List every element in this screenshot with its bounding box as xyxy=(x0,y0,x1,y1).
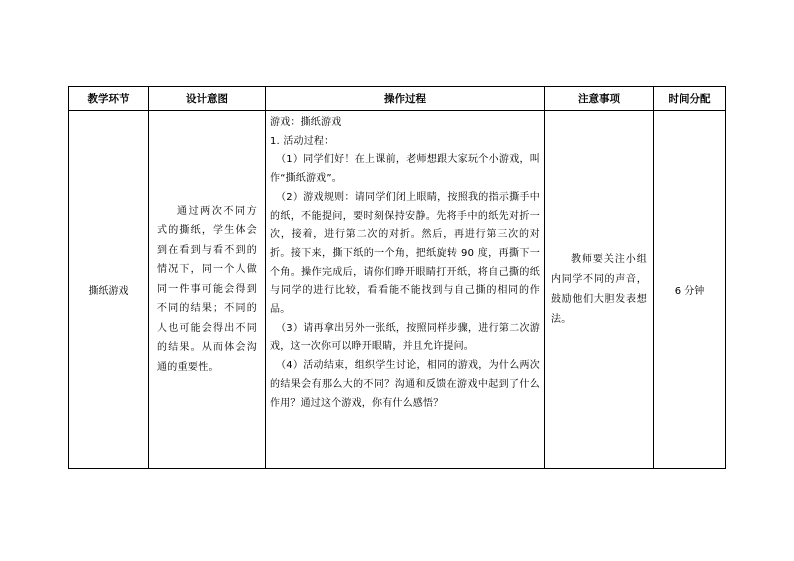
process-title: 游戏：撕纸游戏 xyxy=(270,117,342,128)
table-header-row xyxy=(69,87,726,111)
process-step-3: （3）请再拿出另外一张纸，按照同样步骤，进行第二次游戏，这一次你可以睁开眼睛，并且允许提问。 xyxy=(270,322,540,353)
header-stage: 教学环节 xyxy=(69,87,149,111)
intent-text: 通过两次不同方式的撕纸，学生体会到在看到与看不到的情况下，同一个人做同一件事可能会得到不同的结果；不同的人也可能会得出不同的结果。从而体会沟通的重要性。 xyxy=(157,205,257,373)
notes-text: 教师要关注小组内同学不同的声音，鼓励他们大胆发表想法。 xyxy=(551,253,647,325)
process-step-2: （2）游戏规则：请同学们闭上眼睛，按照我的指示撕手中的纸，不能提问，要时刻保持安静。先将手中的纸先对折一次，接着，进行第二次的对折。然后，再进行第三次的对折。接下来，撕下纸的一个角，把纸旋转 90 度，再撕下一个角。操作完成后，请你们睁开眼睛打开纸，将自己撕的纸与同学的进行比较，看看能不能找到与自己撕的相同的作品。 xyxy=(270,191,540,316)
process-step-1: （1）同学们好！在上课前，老师想跟大家玩个小游戏，叫作“撕纸游戏”。 xyxy=(270,154,540,185)
header-time: 时间分配 xyxy=(654,87,726,111)
header-process: 操作过程 xyxy=(266,87,545,111)
time-cell: 6 分钟 xyxy=(654,111,726,469)
header-notes: 注意事项 xyxy=(545,87,654,111)
intent-cell xyxy=(149,111,266,469)
process-cell xyxy=(266,111,545,469)
stage-cell: 撕纸游戏 xyxy=(69,111,149,469)
notes-cell xyxy=(545,111,654,469)
lesson-plan-table xyxy=(68,86,726,469)
table-row xyxy=(69,111,726,469)
header-intent: 设计意图 xyxy=(149,87,266,111)
process-step-heading: 1. 活动过程： xyxy=(270,135,335,147)
process-step-4: （4）活动结束，组织学生讨论，相同的游戏，为什么两次的结果会有那么大的不同？沟通和反馈在游戏中起到了什么作用？通过这个游戏，你有什么感悟？ xyxy=(270,360,540,409)
